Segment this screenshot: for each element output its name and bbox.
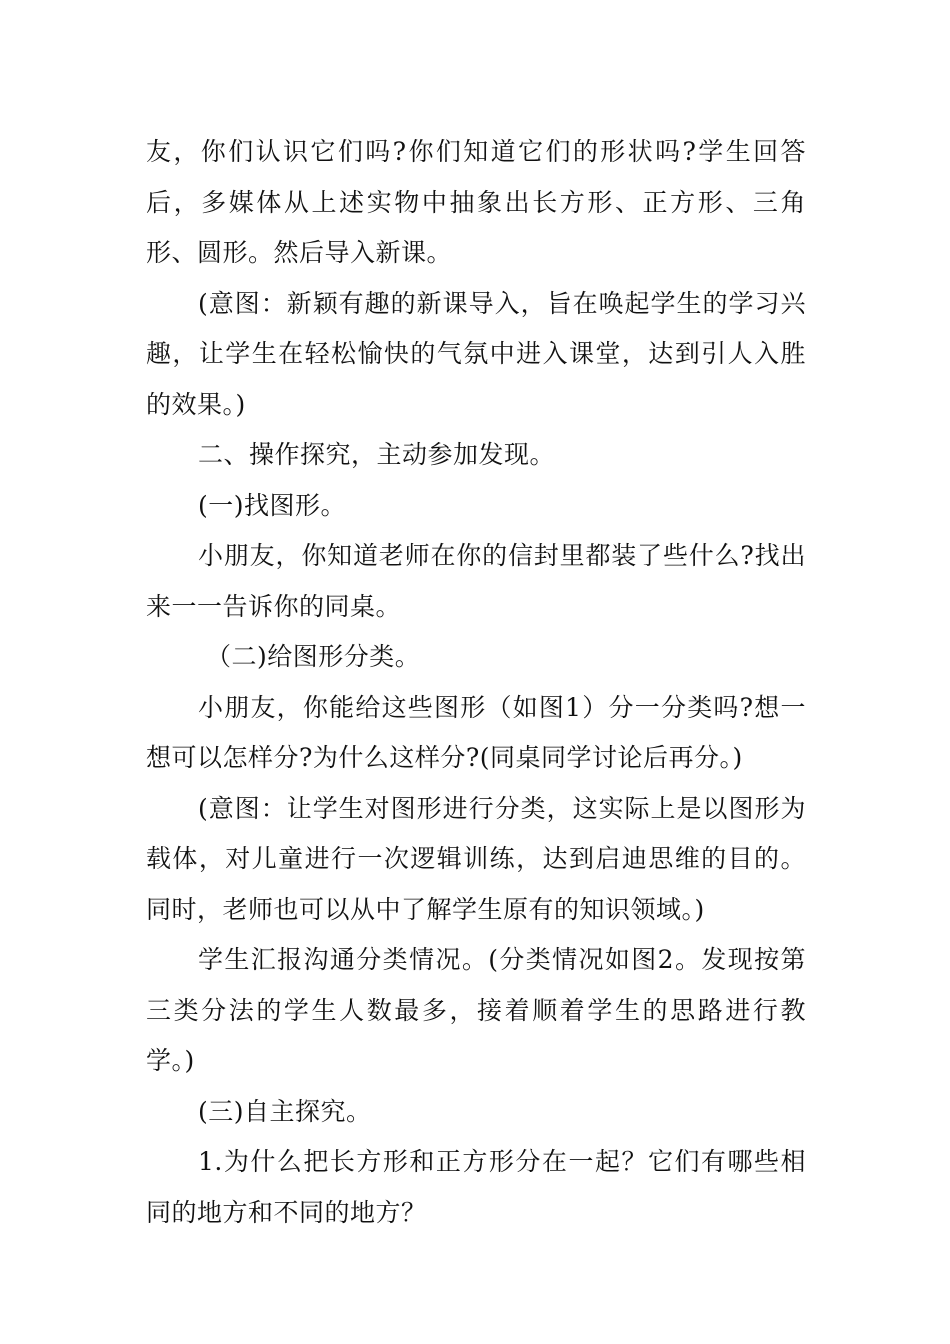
section-heading-operation-explore: 二、操作探究，主动参加发现。 [198,440,556,469]
paragraph-intro-continuation: 友，你们认识它们吗?你们知道它们的形状吗?学生回答后，多媒体从上述实物中抽象出长方形、正方形、三角形、圆形。然后导入新课。 [146,137,806,267]
subsection-heading-classify-shapes: （二)给图形分类。 [206,642,421,671]
paragraph-find-shapes: 小朋友，你知道老师在你的信封里都装了些什么?找出来一一告诉你的同桌。 [146,541,806,621]
paragraph-classify-shapes: 小朋友，你能给这些图形（如图1）分一分类吗?想一想可以怎样分?为什么这样分?(同桌同学讨论后再分。) [146,692,806,772]
subsection-heading-find-shapes: (一)找图形。 [198,490,347,520]
paragraph-student-report: 学生汇报沟通分类情况。(分类情况如图2。发现按第三类分法的学生人数最多，接着顺着学生的思路进行教学。) [146,945,806,1075]
paragraph-intent-note-1: (意图：新颖有趣的新课导入，旨在唤起学生的学习兴趣，让学生在轻松愉快的气氛中进入课堂，达到引人入胜的效果。) [146,288,806,419]
paragraph-question-1: 1.为什么把长方形和正方形分在一起？它们有哪些相同的地方和不同的地方？ [146,1147,806,1227]
paragraph-intent-note-2: (意图：让学生对图形进行分类，这实际上是以图形为载体，对儿童进行一次逻辑训练，达到启迪思维的目的。同时，老师也可以从中了解学生原有的知识领域。) [146,793,806,924]
document-body [146,127,806,1238]
subsection-heading-self-explore: (三)自主探究。 [198,1096,372,1126]
